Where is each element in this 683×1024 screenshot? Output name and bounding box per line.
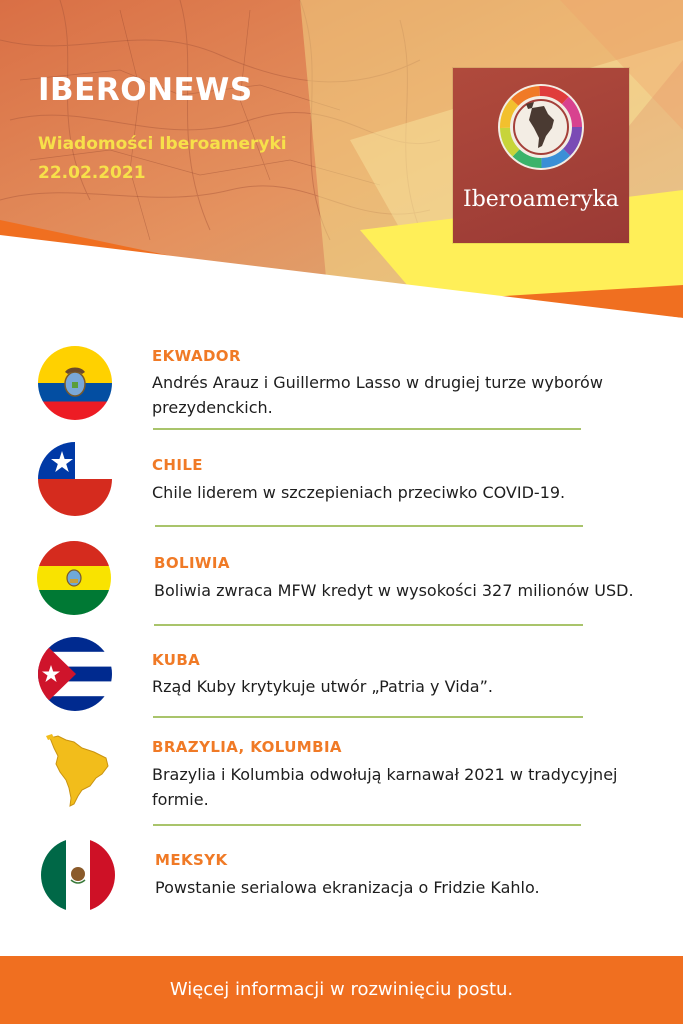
headline-text: Chile liderem w szczepieniach przeciwko COVID-19.	[152, 483, 566, 502]
subtitle: Wiadomości Iberoameryki	[38, 134, 287, 154]
divider	[154, 624, 583, 626]
wheel-logo-icon	[496, 82, 586, 172]
logo-text: Iberoameryka	[463, 187, 619, 212]
country-label: EKWADOR	[152, 347, 241, 365]
divider	[153, 716, 583, 718]
chile-flag-icon	[38, 442, 112, 516]
footer-bar	[0, 956, 683, 1024]
country-label: BOLIWIA	[154, 554, 230, 572]
mexico-flag-icon	[41, 838, 115, 912]
headline-text: Rząd Kuby krytykuje utwór „Patria y Vida”.	[152, 677, 493, 696]
bolivia-flag-icon	[37, 541, 111, 615]
south-america-map-icon	[44, 734, 114, 808]
divider	[153, 428, 581, 430]
footer-text: Więcej informacji w rozwinięciu postu.	[169, 979, 514, 1000]
country-label: KUBA	[152, 651, 201, 669]
divider	[155, 525, 583, 527]
headline-text: Boliwia zwraca MFW kredyt w wysokości 327 milionów USD.	[154, 581, 634, 600]
country-label: BRAZYLIA, KOLUMBIA	[152, 738, 342, 756]
date: 22.02.2021	[38, 163, 146, 183]
logo	[453, 68, 629, 243]
header-banner	[0, 0, 683, 320]
divider	[153, 824, 581, 826]
country-label: MEKSYK	[155, 851, 228, 869]
headline-text: Brazylia i Kolumbia odwołują karnawał 2021 w tradycyjnej formie.	[152, 765, 618, 809]
brand-title: IBERONEWS	[38, 72, 253, 108]
country-label: CHILE	[152, 456, 203, 474]
headline-text: Powstanie serialowa ekranizacja o Fridzie Kahlo.	[155, 878, 540, 897]
ecuador-flag-icon	[38, 346, 112, 420]
headline-text: Andrés Arauz i Guillermo Lasso w drugiej turze wyborów prezydenckich.	[152, 373, 603, 417]
cuba-flag-icon	[38, 637, 112, 711]
